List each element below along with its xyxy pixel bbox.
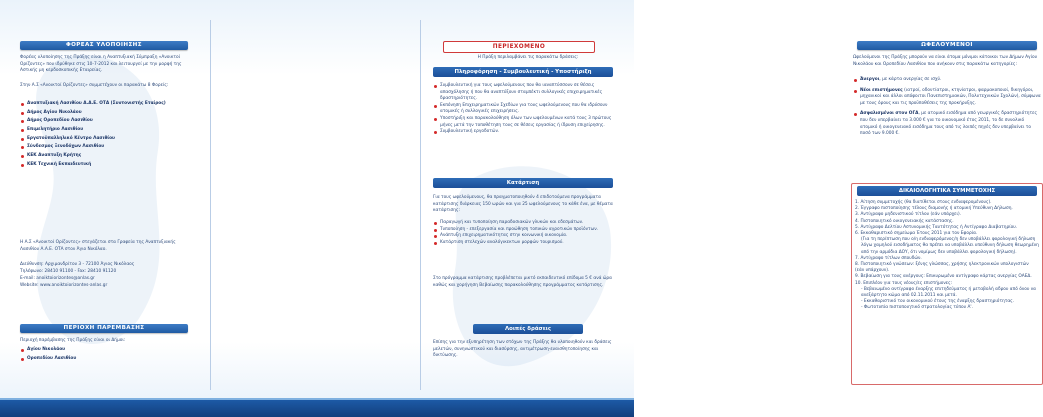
document-item: 4. Πιστοποιητικό οικογενειακής κατάστασης. [855, 218, 954, 224]
footer-band [0, 400, 634, 417]
document-item: 1. Αίτηση συμμετοχής (θα διατίθεται στους ενδιαφερομένους). [855, 200, 992, 205]
beneficiary-detail: (ιατροί, οδοντίατροι, κτηνίατροι, φαρμακοποιοί, δικηγόροι, μηχανικοί και άλλοι απόφοιτοι Πανεπιστημιακών, Πολυτεχνικών Σχολών), σύμφωνα με τους όρους και τις προϋποθέσεις της προκήρυξης. [860, 87, 1041, 106]
contact-address: Διεύθυνση: Αρχιμανδρίτου 3 - 72100 Άγιος Νικόλαος [20, 262, 135, 267]
section-info-heading: Πληροφόρηση - Συμβουλευτική - Υποστήριξη [433, 67, 613, 77]
member-item: Αναπτυξιακή Λασιθίου Α.Α.Ε. ΟΤΑ (Συντονιστής Εταίρος) [20, 101, 195, 108]
member-item: Επιμελητήριο Λασιθίου [20, 127, 195, 134]
beneficiary-type: Ασφαλισμένοι στον ΟΓΑ [860, 111, 919, 117]
contact-email: E-mail: anoiktoiorizontes@anlas.gr [20, 276, 95, 281]
contact-phones: Τηλέφωνο: 28410 91100 - Fax: 28410 91120 [20, 269, 117, 274]
beneficiary-type: Άνεργοι [860, 77, 880, 82]
training-item: Τυποποίηση - επεξεργασία και προώθηση τοπικών αγροτικών προϊόντων. [433, 227, 615, 234]
beneficiary-item [853, 111, 1041, 137]
other-actions-text: Επίσης για την εξυπηρέτηση των στόχων της Πράξης θα υλοποιηθούν και δράσεις μελετών, συνηνωστικού και διασύρσης, αντιμέτρωση-ευαισθητοποίησης και δικτύωσης. [433, 340, 612, 359]
left-panel [0, 0, 209, 400]
beneficiary-detail: , με κάρτα ανεργίας σε ισχύ. [879, 77, 942, 82]
member-item: Εργατοϋπαλληλικό Κέντρο Λασιθίου [20, 136, 195, 143]
office-note: Η Α.Σ «Ανοικτοί Ορίζοντες» στεγάζεται στα Γραφεία της Αναπτυξιακής Λασιθίου Α.Α.Ε. ΟΤΑ στον Άγιο Νικόλαο. [20, 240, 176, 252]
content-intro: Η Πράξη περιλαμβάνει τις παρακάτω δράσεις: [477, 55, 579, 60]
area-list [20, 347, 195, 364]
document-item: 2. Έγγραφο πιστοποίησης τέλους διαμονής ή ατομική Υπεύθυνη Δήλωση. [855, 206, 1013, 212]
members-intro: Στην Α.Σ «Ανοικτοί Ορίζοντες» συμμετέχουν οι παρακάτω 8 Φορείς: [20, 83, 169, 88]
document-item: 3. Αντίγραφο μηδενιστικού τίτλου (εάν υπάρχει). [855, 212, 962, 218]
middle-panel [211, 0, 613, 400]
document-item: 10. Επιπλέον για τους νέους/ες επιστήμονες: [855, 280, 953, 286]
beneficiary-item [853, 77, 1041, 84]
document-item: (Για τη περίπτωση που ο/η ενδιαφερόμενος/η δεν υποβάλλει φορολογική δήλωση λόγω χαμηλού εισοδήματος θα πρέπει να υποβάλλει υπεύθυνη δήλωση θεωρημένη από την αρμόδια ΔΟΥ, ότι νομίμως δεν υποβάλλει φορολογική δήλωση). [861, 237, 1039, 255]
beneficiary-item [853, 88, 1041, 108]
documents-list [855, 200, 1039, 312]
document-item: - Εκκαθαριστικό του οικονομικού έτους της έναρξης δραστηριότητας. [861, 299, 1015, 305]
document-item: 5. Αντίγραφο Δελτίου Αστυνομικής Ταυτότητας ή Αντίγραφο Διαβατηρίου. [855, 224, 1018, 230]
area-heading: ΠΕΡΙΟΧΗ ΠΑΡΕΜΒΑΣΗΣ [20, 324, 188, 333]
beneficiaries-heading: ΩΦΕΛΟΥΜΕΝΟΙ [857, 41, 1037, 50]
area-item: Αγίου Νικολάου [20, 347, 195, 354]
document-item: - Βεβαιωμένο αντίγραφο έναρξης επιτηδεύματος ή μεταβολή αδρου από όνου να ανεξάρτητο κώμα από 02.11.2011 και μετά. [861, 286, 1036, 299]
training-intro: Για τους ωφελούμενους, θα πραγματοποιηθούν 4 επιδοτούμενα προγράμματα κατάρτισης διάρκειας 150 ωρών και για 25 ωφελούμενους το κάθε ένα, με θέματα κατάρτισης: [433, 195, 613, 214]
implementer-heading: ΦΟΡΕΑΣ ΥΛΟΠΟΙΗΣΗΣ [20, 41, 188, 50]
implementer-intro: Φορέας υλοποίησης της Πράξης είναι η Αναπτυξιακή Σύμπραξη «Ανοικτοί Ορίζοντες» που ιδρύθηκε στις 10-7-2012 και λειτουργεί με την μορφή της Αστικής μη κερδοσκοπικής Εταιρείας. [20, 55, 182, 74]
beneficiaries-intro: Ωφελούμενοι της Πράξης μπορούν να είναι άτομα μόνιμοι κάτοικοι των Δήμων Αγίου Νικολάου και Οροπεδίου Λασιθίου που ανήκουν στις παρακάτω κατηγορίες: [853, 55, 1038, 67]
document-item: 9. Βεβαίωση για τους ανέργους: Επικυρωμένο αντίγραφο κάρτας ανεργίας ΟΑΕΔ. [855, 274, 1032, 280]
training-allowance: Στο πρόγραμμα κατάρτισης προβλέπεται μικτό εκπαιδευτικό επίδομα 5 € ανά ώρα καθώς και χορήγηση Βεβαίωσης παρακολούθησης προγράμματος κατάρτισης. [433, 276, 612, 288]
documents-heading: ΔΙΚΑΙΟΛΟΓΗΤΙΚΑ ΣΥΜΜΕΤΟΧΗΣ [857, 186, 1037, 196]
document-item: 6. Εκκαθαριστικό σημείωμα Έτους 2011 για τον Εφορία. [855, 231, 978, 237]
member-item: Δήμος Αγίου Νικολάου [20, 110, 195, 117]
beneficiary-type: Νέοι επιστήμονες [860, 87, 903, 93]
info-item: Εκπόνηση Επιχειρηματικών Σχεδίων για τους ωφελούμενους που θα ιδρύσουν ατομικές ή συλλογικές επιχειρήσεις. [433, 103, 615, 116]
area-intro: Περιοχή παρέμβασης της Πράξης είναι οι Δήμοι: [20, 338, 126, 343]
contact-website[interactable]: Website: www.anoiktoiorizontes-anlas.gr [20, 283, 108, 288]
member-item: Δήμος Οροπεδίου Λασιθίου [20, 118, 195, 125]
info-item: Υποστήριξη και παρακολούθηση όλων των ωφελουμένων κατά τους 3 πρώτους μήνες μετά την τοποθέτηση τους σε θέσεις εργασίας ή ίδρυση επιχείρησης. [433, 116, 615, 129]
content-heading: ΠΕΡΙΕΧΟΜΕΝΟ [443, 41, 595, 53]
member-item: Σύνδεσμος Ξενοδόχων Λασιθίου [20, 144, 195, 151]
area-item: Οροπεδίου Λασιθίου [20, 356, 195, 363]
members-list [20, 101, 195, 171]
section-other-heading: Λοιπές δράσεις [473, 324, 583, 334]
beneficiary-detail: , με ατομικό εισόδημα από γεωργικές δραστηριότητες που δεν υπερβαίνει τα 3.000 € για το οικονομικό έτος 2011, το δε συνολικό ατομικό ή οικογενειακό εισόδημα τους από τις λοιπές πηγές δεν υπερβαίνει το ποσό των 9.000 €. [860, 111, 1037, 137]
member-item: ΚΕΚ Αναπτυξη Κρήτης [20, 153, 195, 160]
training-item: Κατάρτιση στελεχών αναλόγικεκτων μορφών τουρισμού. [433, 240, 615, 247]
right-panel [421, 0, 1041, 400]
training-item: Παραγωγή και τυποποίηση παραδοσιακών γλυκών και εδεσμάτων. [433, 220, 615, 227]
section-training-heading: Κατάρτιση [433, 178, 613, 188]
document-item: 8. Πιστοποιητικό γνώσεων: ξένης γλώσσας, χρήσης ηλεκτρονικών υπολογιστών (εάν υπάρχουν). [855, 262, 1029, 274]
info-item: Συμβουλευτική εργοδοτών. [433, 129, 615, 136]
training-item: Ανάπτυξη επιχειρηματικότητας στην κοινωνική οικονομία. [433, 233, 615, 240]
member-item: ΚΕΚ Τεχνική Εκπαιδευτική [20, 162, 195, 169]
document-item: - Φωτοτυπία πιστοποιητικό στρατολογίας τύπου Α'. [861, 305, 973, 311]
info-item: Συμβουλευτική για τους ωφελούμενους που θα ιαναπτύσσουν σε θέσεις απασχόλησης ή που θα αναπτύξουν σταμπέκτι συλλογικές επιχειρηματικές δραστηριότητες. [433, 83, 615, 103]
beneficiaries-list [853, 77, 1041, 138]
document-item: 7. Αντίγραφο τίτλων σπουδών. [855, 255, 922, 261]
